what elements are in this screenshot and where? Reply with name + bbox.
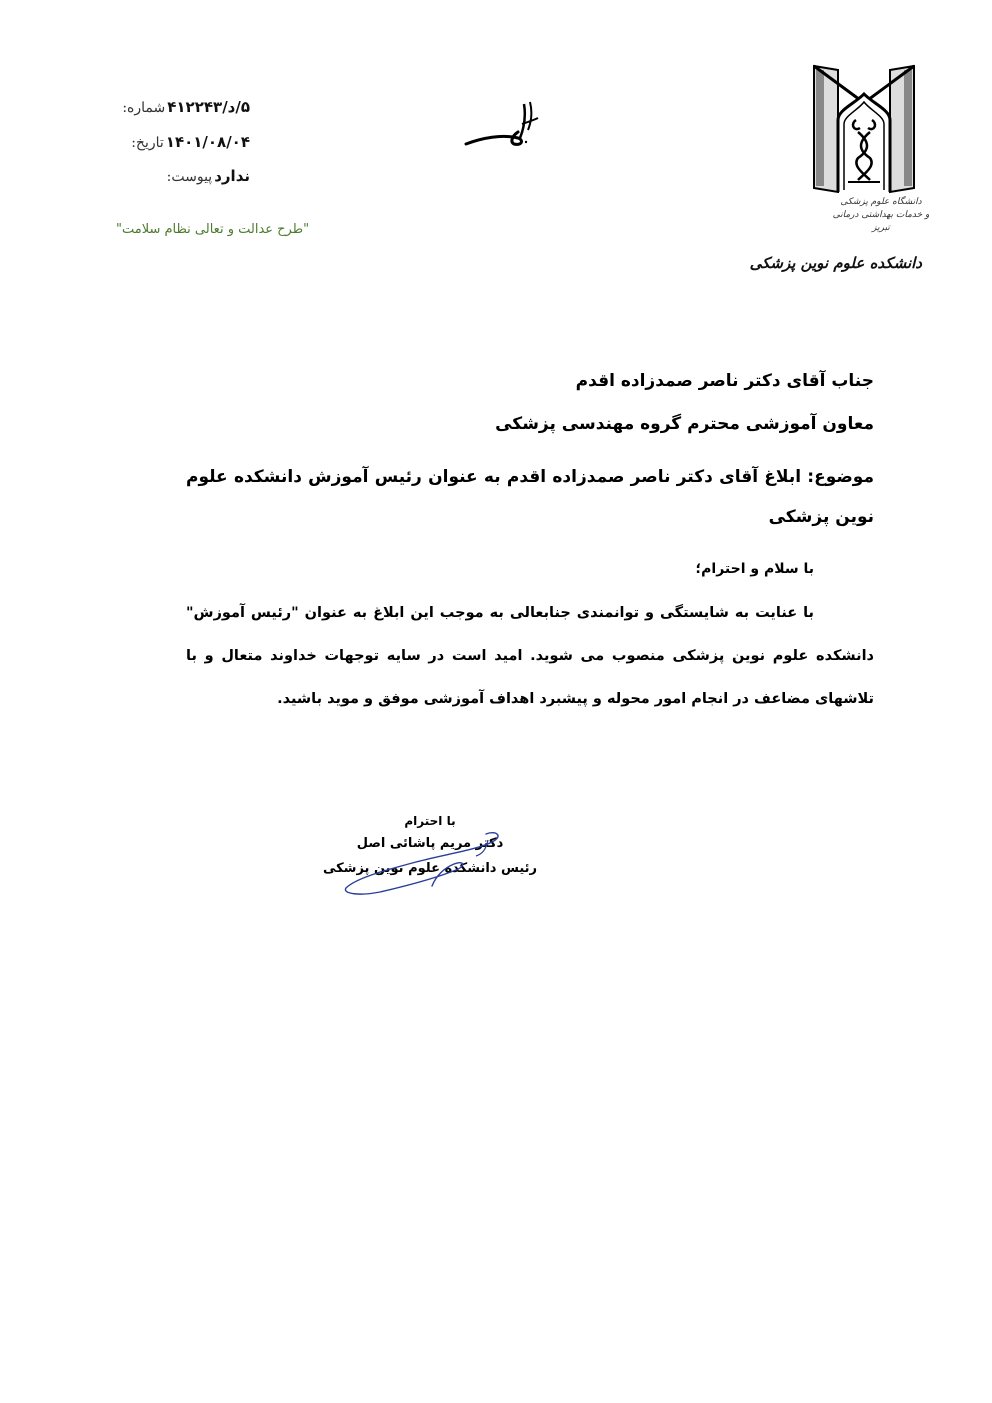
signatory-name: دکتر مریم پاشائی اصل xyxy=(356,836,504,851)
letter-number-value: ۵/د/۴۱۲۲۴۳ xyxy=(167,98,250,116)
faculty-name: دانشکده علوم نوین پزشکی xyxy=(749,254,922,272)
letter-attachment-value: ندارد xyxy=(214,167,250,185)
letter-date-label: تاریخ: xyxy=(131,135,164,151)
letter-number xyxy=(122,98,250,116)
logo-caption xyxy=(826,196,936,235)
handwritten-reference-icon xyxy=(462,98,540,154)
logo-caption-line1: دانشگاه علوم پزشکی xyxy=(840,197,922,207)
motto: "طرح عدالت و تعالی نظام سلامت" xyxy=(116,222,310,237)
letter-attachment xyxy=(167,167,250,185)
letter-attachment-label: پیوست: xyxy=(166,169,213,185)
signature-closing: با احترام xyxy=(404,814,456,828)
recipient-name: جناب آقای دکتر ناصر صمدزاده اقدم xyxy=(575,371,874,391)
greeting: با سلام و احترام؛ xyxy=(695,561,814,577)
letter-date-value: ۱۴۰۱/۰۸/۰۴ xyxy=(165,133,250,151)
letter-date xyxy=(131,133,250,151)
university-emblem-icon xyxy=(808,62,920,197)
signatory-title: رئیس دانشکده علوم نوین پزشکی xyxy=(322,861,538,876)
signature-block xyxy=(320,810,540,882)
letter-body: با عنایت به شایستگی و توانمندی جنابعالی به موجب این ابلاغ به عنوان "رئیس آموزش" دانشکده علوم نوین پزشکی منصوب می شوید. امید است در سایه توجهات خداوند متعال و با تلاشهای مضاعف در انجام امور محوله و پیشبرد اهداف آموزشی موفق و موید باشید. xyxy=(186,605,874,707)
logo-caption-line2: و خدمات بهداشتی درمانی تبریز xyxy=(832,210,930,233)
recipient-position: معاون آموزشی محترم گروه مهندسی پزشکی xyxy=(495,414,874,434)
letter-number-label: شماره: xyxy=(122,100,166,116)
letter-subject: موضوع: ابلاغ آقای دکتر ناصر صمدزاده اقدم به عنوان رئیس آموزش دانشکده علوم نوین پزشکی xyxy=(186,467,874,527)
